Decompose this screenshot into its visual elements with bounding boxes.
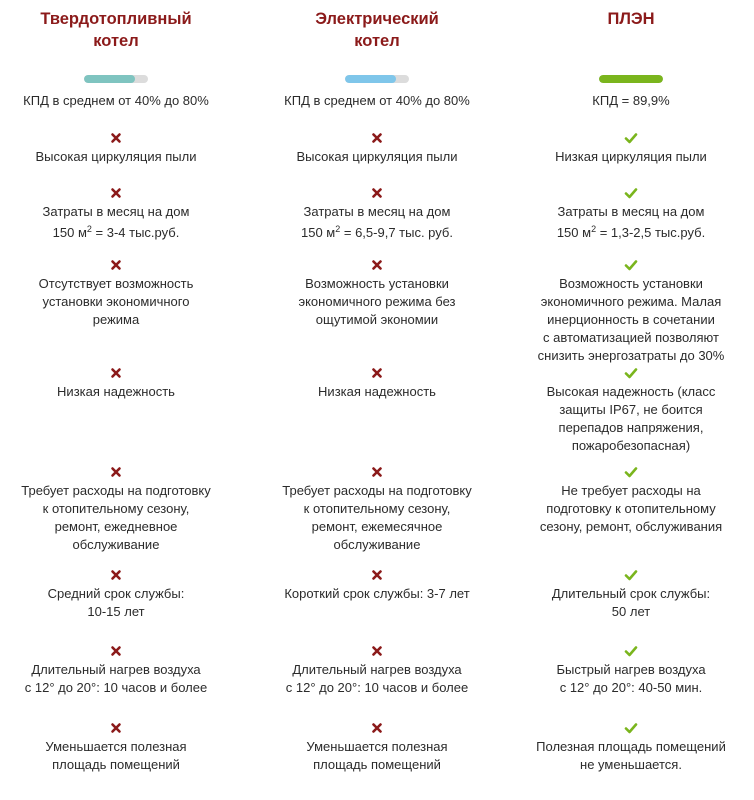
feature-text: Уменьшается полезная	[306, 739, 448, 754]
column-title: ПЛЭН	[607, 10, 655, 28]
feature-cell	[516, 366, 746, 455]
feature-text: к отопительному сезону,	[303, 501, 451, 516]
feature-text: Возможность установки	[559, 276, 703, 291]
feature-text: Длительный срок службы:	[551, 586, 711, 601]
efficiency-bar-fill	[84, 75, 135, 83]
cost-area-exponent: 2	[591, 224, 597, 234]
feature-text: Полезная площадь помещений	[536, 739, 726, 754]
efficiency-bar-fill	[345, 75, 396, 83]
cost-text	[1, 224, 231, 242]
cost-area-exponent: 2	[86, 224, 92, 234]
feature-text: 50 лет	[611, 604, 651, 619]
feature-cell	[1, 465, 231, 554]
check-icon	[624, 644, 638, 658]
cross-icon	[370, 186, 384, 200]
cross-icon	[370, 721, 384, 735]
feature-cell	[1, 366, 231, 401]
feature-text: подготовку к отопительному	[546, 501, 716, 516]
feature-text: Уменьшается полезная	[45, 739, 187, 754]
efficiency-text: КПД = 89,9%	[592, 93, 670, 108]
feature-cell	[516, 258, 746, 365]
feature-text: с 12° до 20°: 10 часов и более	[285, 680, 469, 695]
feature-text: с автоматизацией позволяют	[543, 330, 719, 345]
feature-text: с 12° до 20°: 40-50 мин.	[559, 680, 703, 695]
feature-cell	[262, 721, 492, 774]
feature-text: снизить энергозатраты до 30%	[537, 348, 725, 363]
feature-text: Длительный нагрев воздуха	[292, 662, 462, 677]
cost-area-exponent: 2	[335, 224, 341, 234]
feature-cell	[1, 258, 231, 329]
feature-cell	[262, 366, 492, 401]
cost-area: 150 м	[301, 225, 336, 240]
feature-text: Средний срок службы:	[47, 586, 185, 601]
cross-icon	[370, 465, 384, 479]
feature-text: не уменьшается.	[580, 757, 682, 772]
cross-icon	[370, 131, 384, 145]
cost-value: = 3-4 тыс.руб.	[91, 225, 180, 240]
feature-cell	[516, 186, 746, 242]
feature-text: Отсутствует возможность	[38, 276, 194, 291]
check-icon	[624, 465, 638, 479]
feature-text: Требует расходы на подготовку	[21, 483, 211, 498]
feature-text: экономичного режима. Малая	[540, 294, 722, 309]
cross-icon	[370, 258, 384, 272]
cost-text	[516, 224, 746, 242]
cross-icon	[109, 465, 123, 479]
feature-cell	[1, 186, 231, 242]
cross-icon	[109, 366, 123, 380]
feature-text: Длительный нагрев воздуха	[31, 662, 201, 677]
feature-text: ремонт, ежедневное	[54, 519, 178, 534]
efficiency-bar	[599, 75, 663, 83]
feature-cell	[1, 644, 231, 697]
feature-text: Возможность установки	[305, 276, 449, 291]
feature-text: инерционность в сочетании	[547, 312, 715, 327]
feature-cell	[262, 186, 492, 242]
feature-text: Затраты в месяц на дом	[42, 204, 190, 219]
feature-cell	[262, 568, 492, 603]
cross-icon	[109, 258, 123, 272]
cross-icon	[370, 366, 384, 380]
feature-text: перепадов напряжения,	[558, 420, 704, 435]
check-icon	[624, 568, 638, 582]
cross-icon	[109, 644, 123, 658]
feature-cell	[1, 131, 231, 166]
feature-text: Не требует расходы на	[561, 483, 701, 498]
feature-text: площадь помещений	[313, 757, 441, 772]
feature-text: Требует расходы на подготовку	[282, 483, 472, 498]
feature-cell	[1, 721, 231, 774]
feature-text: Быстрый нагрев воздуха	[556, 662, 706, 677]
feature-text: с 12° до 20°: 10 часов и более	[24, 680, 208, 695]
check-icon	[624, 721, 638, 735]
cross-icon	[109, 131, 123, 145]
feature-text: Высокая циркуляция пыли	[35, 149, 197, 164]
feature-text: сезону, ремонт, обслуживания	[539, 519, 723, 534]
feature-text: обслуживание	[72, 537, 160, 552]
check-icon	[624, 366, 638, 380]
feature-cell	[262, 465, 492, 554]
cross-icon	[109, 186, 123, 200]
feature-text: экономичного режима без	[298, 294, 456, 309]
feature-text: Высокая циркуляция пыли	[296, 149, 458, 164]
check-icon	[624, 258, 638, 272]
feature-cell	[262, 258, 492, 329]
efficiency-bar	[345, 75, 409, 83]
efficiency-text: КПД в среднем от 40% до 80%	[23, 93, 209, 108]
feature-cell	[262, 644, 492, 697]
feature-text: Низкая надежность	[57, 384, 175, 399]
cost-value: = 1,3-2,5 тыс.руб.	[596, 225, 706, 240]
feature-text: к отопительному сезону,	[42, 501, 190, 516]
cost-area: 150 м	[52, 225, 87, 240]
feature-cell	[516, 131, 746, 166]
feature-text: площадь помещений	[52, 757, 180, 772]
feature-text: Затраты в месяц на дом	[557, 204, 705, 219]
column-title: Твердотопливный котел	[40, 10, 192, 50]
cost-value: = 6,5-9,7 тыс. руб.	[340, 225, 453, 240]
feature-text: установки экономичного	[42, 294, 190, 309]
feature-text: Низкая надежность	[318, 384, 436, 399]
feature-text: Высокая надежность (класс	[546, 384, 716, 399]
cost-area: 150 м	[556, 225, 592, 240]
cross-icon	[109, 568, 123, 582]
feature-text: защиты IP67, не боится	[559, 402, 703, 417]
feature-text: ощутимой экономии	[315, 312, 439, 327]
cross-icon	[109, 721, 123, 735]
feature-text: режима	[92, 312, 140, 327]
check-icon	[624, 186, 638, 200]
cost-text	[262, 224, 492, 242]
column	[1, 0, 231, 800]
feature-cell	[262, 131, 492, 166]
feature-cell	[516, 644, 746, 697]
feature-text: Затраты в месяц на дом	[303, 204, 451, 219]
cross-icon	[370, 568, 384, 582]
efficiency-text: КПД в среднем от 40% до 80%	[284, 93, 470, 108]
feature-text: 10-15 лет	[87, 604, 145, 619]
column-title: Электрический котел	[315, 10, 439, 50]
feature-text: Низкая циркуляция пыли	[555, 149, 707, 164]
feature-cell	[1, 568, 231, 621]
check-icon	[624, 131, 638, 145]
feature-cell	[516, 465, 746, 536]
column	[516, 0, 746, 800]
feature-text: обслуживание	[333, 537, 421, 552]
feature-text: пожаробезопасная)	[571, 438, 691, 453]
efficiency-bar	[84, 75, 148, 83]
feature-cell	[516, 721, 746, 774]
cross-icon	[370, 644, 384, 658]
feature-text: ремонт, ежемесячное	[311, 519, 443, 534]
efficiency-bar-fill	[599, 75, 663, 83]
column	[262, 0, 492, 800]
feature-cell	[516, 568, 746, 621]
feature-text: Короткий срок службы: 3-7 лет	[284, 586, 470, 601]
